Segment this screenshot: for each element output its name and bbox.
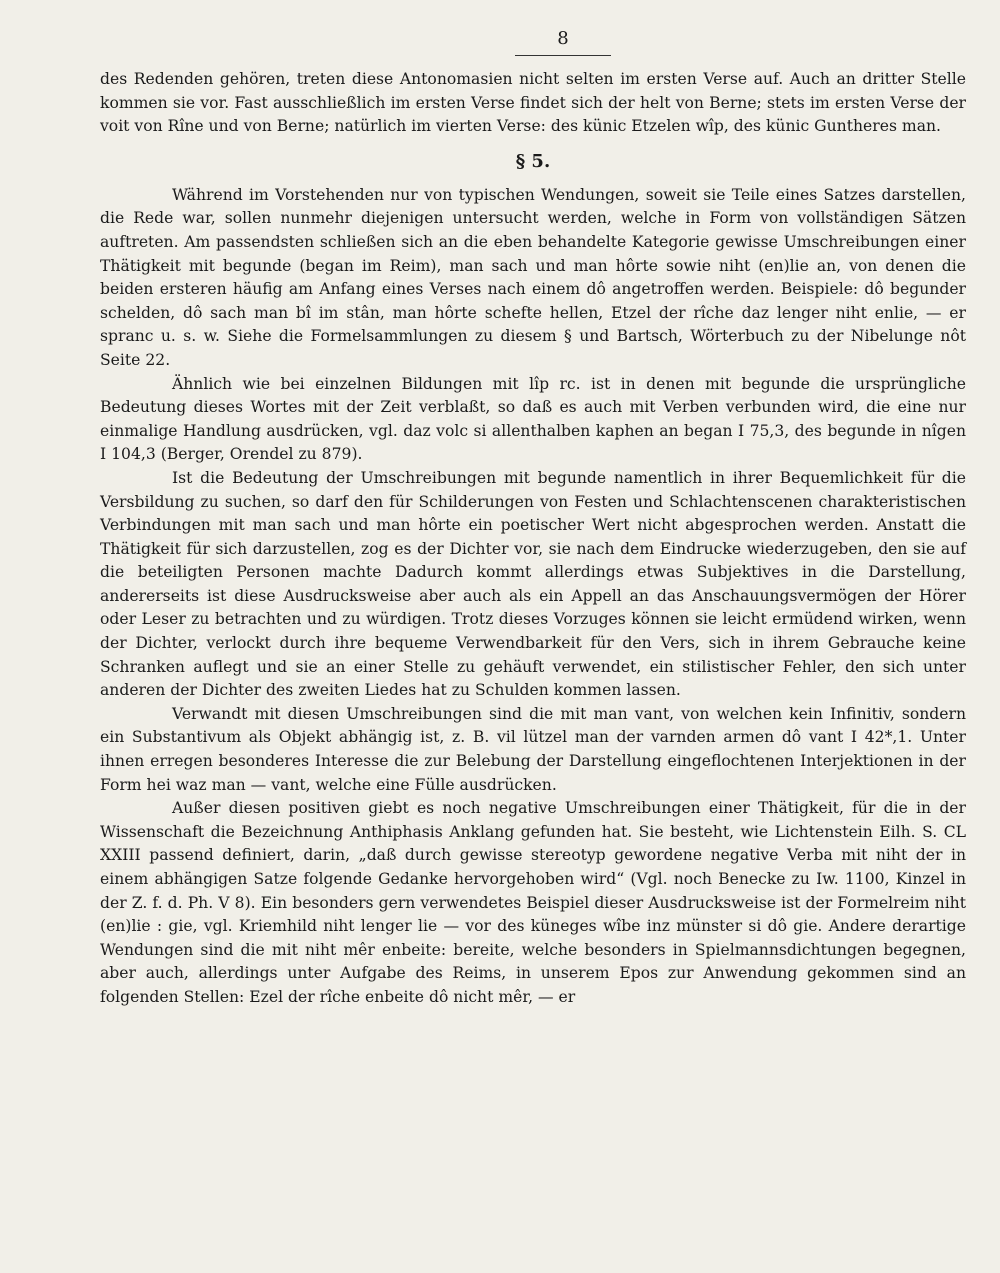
page-number: 8	[557, 28, 569, 49]
paragraph-continuation: des Redenden gehören, treten diese Antonomasien nicht selten im ersten Verse auf. Auch an dritter Stelle kommen sie vor. Fast ausschließlich im ersten Verse findet sich der helt von Berne; stets im ersten Verse der voit von Rîne und von Berne; natürlich im vierten Verse: des künic Etzelen wîp, des künic Guntheres man.	[100, 70, 966, 136]
header-rule	[515, 55, 611, 56]
paragraph: Verwandt mit diesen Umschreibungen sind die mit man vant, von welchen kein Infinitiv, sondern ein Substantivum als Objekt abhängig ist, z. B. vil lützel man der varnden armen dô vant I 42*,1. Unter ihnen erregen besonderes Interesse die zur Belebung der Darstellung eingeflochtenen Interjektionen in der Form hei waz man — vant, welche eine Fülle ausdrücken.	[100, 704, 966, 794]
section-heading: § 5.	[515, 150, 551, 172]
paragraph: Ähnlich wie bei einzelnen Bildungen mit lîp rc. ist in denen mit begunde die ursprüngliche Bedeutung dieses Wortes mit der Zeit verblaßt, so daß es auch mit Verben verbunden wird, die eine nur einmalige Handlung ausdrücken, vgl. daz volc si allenthalben kaphen an began I 75,3, des begunde in nîgen I 104,3 (Berger, Orendel zu 879).	[100, 374, 966, 464]
document-page	[100, 28, 966, 1010]
paragraph: Ist die Bedeutung der Umschreibungen mit begunde namentlich in ihrer Bequemlichkeit für die Versbildung zu suchen, so darf den für Schilderungen von Festen und Schlachtenscenen charakteristischen Verbindungen mit man sach und man hôrte ein poetischer Wert nicht abgesprochen werden. Anstatt die Thätigkeit für sich darzustellen, zog es der Dichter vor, sie nach dem Eindrucke wiederzugeben, den sie auf die beteiligten Personen machte Dadurch kommt allerdings etwas Subjektives in die Darstellung, andererseits ist diese Ausdrucksweise aber auch als ein Appell an das Anschauungsvermögen der Hörer oder Leser zu betrachten und zu würdigen. Trotz dieses Vorzuges können sie leicht ermüdend wirken, wenn der Dichter, verlockt durch ihre bequeme Verwendbarkeit für den Vers, sich in ihrem Gebrauche keine Schranken auflegt und sie an einer Stelle zu gehäuft verwendet, ein stilistischer Fehler, den sich unter anderen der Dichter des zweiten Liedes hat zu Schulden kommen lassen.	[100, 468, 966, 700]
paragraph: Während im Vorstehenden nur von typischen Wendungen, soweit sie Teile eines Satzes darstellen, die Rede war, sollen nunmehr diejenigen untersucht werden, welche in Form von vollständigen Sätzen auftreten. Am passendsten schließen sich an die eben behandelte Kategorie gewisse Umschreibungen einer Thätigkeit mit begunde (began im Reim), man sach und man hôrte sowie niht (en)lie an, von denen die beiden ersteren häufig am Anfang eines Verses nach einem dô angetroffen werden. Beispiele: dô begunder schelden, dô sach man bî im stân, man hôrte schefte hellen, Etzel der rîche daz lenger niht enlie, — er spranc u. s. w. Siehe die Formelsammlungen zu diesem § und Bartsch, Wörterbuch zu der Nibelunge nôt Seite 22.	[100, 185, 966, 369]
paragraph: Außer diesen positiven giebt es noch negative Umschreibungen einer Thätigkeit, für die in der Wissenschaft die Bezeichnung Anthiphasis Anklang gefunden hat. Sie besteht, wie Lichtenstein Eilh. S. CL XXIII passend definiert, darin, „daß durch gewisse stereotyp gewordene negative Verba mit niht der in einem abhängigen Satze folgende Gedanke hervorgehoben wird“ (Vgl. noch Benecke zu Iw. 1100, Kinzel in der Z. f. d. Ph. V 8). Ein besonders gern verwendetes Beispiel dieser Ausdrucksweise ist der Formelreim niht (en)lie : gie, vgl. Kriemhild niht lenger lie — vor des küneges wîbe inz münster si dô gie. Andere derartige Wendungen sind die mit niht mêr enbeite: bereite, welche besonders in Spielmannsdichtungen begegnen, aber auch, allerdings unter Aufgabe des Reims, in unserem Epos zur Anwendung gekommen sind an folgenden Stellen: Ezel der rîche enbeite dô nicht mêr, — er	[100, 799, 966, 1006]
